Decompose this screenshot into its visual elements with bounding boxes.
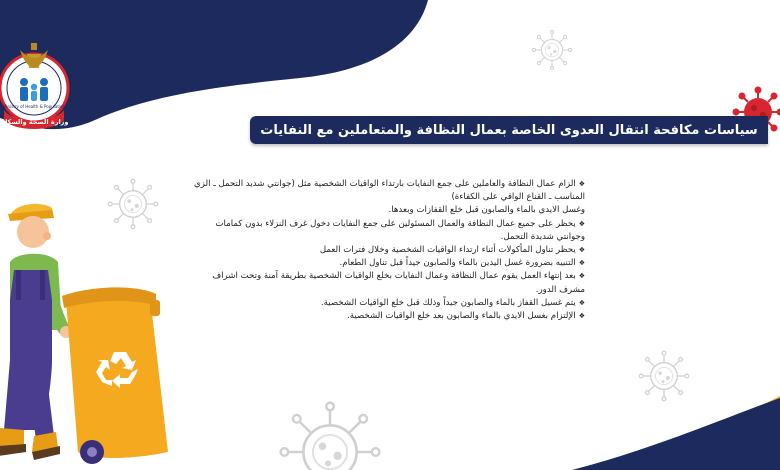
list-item-text: يحظر على جميع عمال النظافة والعمال المسئولين على جمع النفايات دخول غرف النزلاء بدون كمامات وجوانتي شديدة التحمل. [215, 218, 585, 242]
list-item [190, 310, 585, 323]
bullet-icon: ❖ [578, 180, 585, 188]
logo-arabic-text: وزارة الصحة والسكان [0, 118, 69, 126]
virus-icon [281, 403, 380, 470]
top-wave-navy [0, 0, 428, 129]
bullet-icon: ❖ [578, 246, 585, 255]
list-item-text: يحظر تناول المأكولات أثناء ارتداء الواقيات الشخصية وخلال فترات العمل [319, 245, 576, 256]
logo-english-text: Ministry of Health & Population [2, 104, 66, 109]
list-item [190, 218, 585, 244]
list-item [190, 270, 585, 296]
list-item-text: الإلتزام بغسل الايدي بالماء والصابون بعد خلع الواقيات الشخصية. [347, 311, 576, 322]
list-item [190, 178, 585, 204]
virus-icon [108, 179, 157, 228]
list-item [190, 257, 585, 270]
bullet-icon: ❖ [578, 219, 585, 228]
page-title: سياسات مكافحة انتقال العدوى الخاصة بعمال النظافة والمتعاملين مع النفايات [260, 122, 758, 138]
bottom-wave-navy [572, 398, 780, 470]
list-item [190, 204, 585, 217]
list-item-text: بعد إنتهاء العمل يقوم عمال النظافة وعمال النفايات بخلع الواقيات الشخصية بطريقة آمنة وتحت اشراف مشرف الدور. [212, 271, 585, 295]
list-item [190, 297, 585, 310]
bullet-icon: ❖ [578, 298, 585, 307]
virus-icon [639, 351, 688, 400]
bullet-icon: ❖ [578, 272, 585, 281]
worker-illustration [0, 204, 168, 464]
list-item [190, 244, 585, 257]
policy-list [190, 178, 585, 323]
list-item-text: يتم غسيل القفاز بالماء والصابون جيداً وذلك قبل خلع الواقيات الشخصية. [320, 297, 576, 308]
list-item-text: التنبيه بضرورة غسل اليدين بالماء والصابون جيداً قبل تناول الطعام. [339, 258, 576, 269]
virus-icon [533, 31, 572, 70]
list-item-text: الزام عمال النظافة والعاملين على جمع النفايات بارتداء الواقيات الشخصية مثل (جوانتي شديد التحمل ـ الزي المناسب ـ القناع الواقي على الكفاءة) [194, 179, 585, 203]
title-banner [250, 116, 768, 144]
list-item-text: وغسل الايدي بالماء والصابون قبل خلع القفازات وبعدها. [388, 205, 585, 216]
bullet-icon: ❖ [578, 312, 585, 321]
bullet-icon: ❖ [578, 259, 585, 268]
